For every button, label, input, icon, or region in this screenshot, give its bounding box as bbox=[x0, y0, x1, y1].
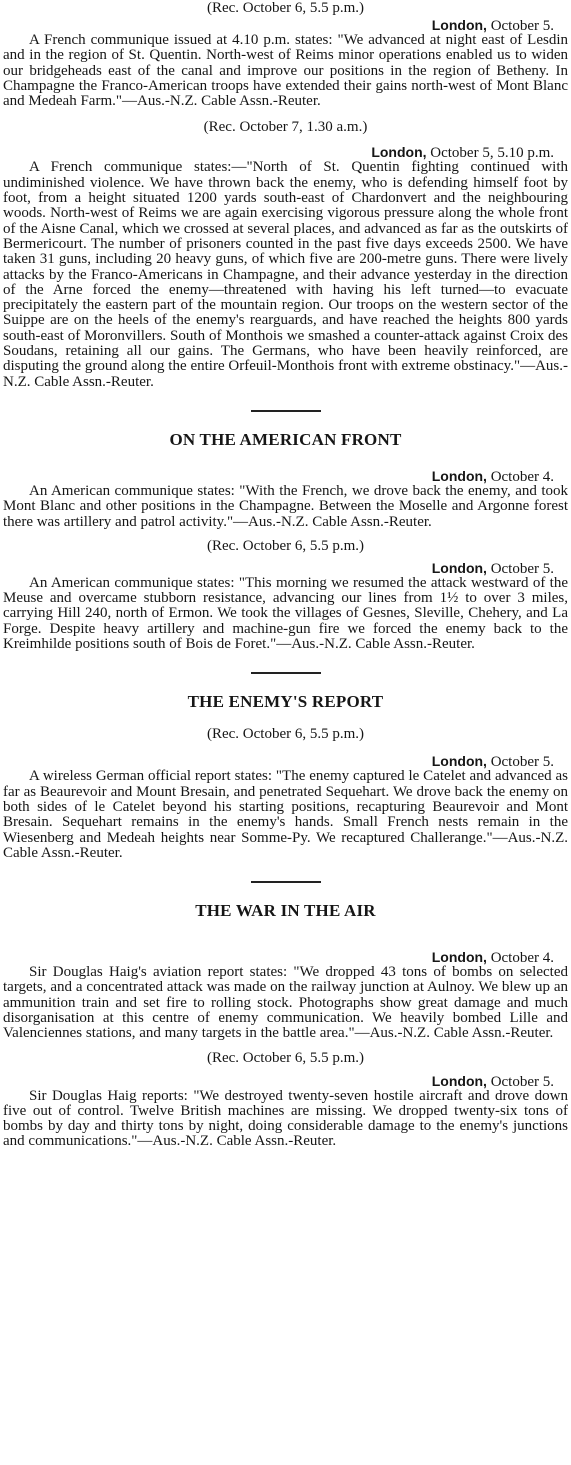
dateline-city: London, bbox=[371, 144, 427, 161]
received-line: (Rec. October 6, 5.5 p.m.) bbox=[206, 1049, 365, 1066]
section-divider bbox=[251, 672, 321, 674]
section-american-front bbox=[3, 430, 568, 652]
dispatch-text: Sir Douglas Haig reports: "We destroyed twenty-seven hostile aircraft and drove down five out of control. Twelve British machines are missing. We dropped twenty-six tons of bombs by day and thirty tons by night, doing considerable damage to the enemy's junctions and communications."—Aus.-N.Z. Cable Assn.-Reuter. bbox=[3, 1087, 568, 1150]
dispatch-text: Sir Douglas Haig's aviation report states: "We dropped 43 tons of bombs on selected targets, and a concentrated attack was made on the railway junction at Aulnoy. We blew up an ammunition train and set fire to rolling stock. Photographs show great damage and much disorganisation at this centre of enemy communication. We heavily bombed Lille and Valenciennes stations, and many targets in the battle area."—Aus.-N.Z. Cable Assn.-Reuter. bbox=[3, 964, 568, 1042]
dateline-city: London, bbox=[431, 559, 487, 576]
section-divider bbox=[251, 881, 321, 883]
section-heading: ON THE AMERICAN FRONT bbox=[169, 429, 402, 449]
received-line: (Rec. October 6, 5.5 p.m.) bbox=[206, 0, 365, 16]
dispatch-text: An American communique states: "This morning we resumed the attack westward of the Meuse and overcame stubborn resistance, advancing our lines from 1½ to over 3 miles, carrying Hill 240, north of Ermon. We took the villages of Gesnes, Sleville, Chehery, and La Forge. Despite heavy artillery and machine-gun fire we forced the enemy back to the Kreimhilde positions south of Bois de Foret."—Aus.-N.Z. Cable Assn.-Reuter. bbox=[3, 574, 568, 653]
dispatch-text: An American communique states: "With the French, we drove back the enemy, and took Mont Blanc and other positions in the Champagne. Between the Moselle and Argonne forest there was artillery and patrol activity."—Aus.-N.Z. Cable Assn.-Reuter. bbox=[3, 482, 568, 530]
dateline-city: London, bbox=[431, 1072, 487, 1089]
dateline bbox=[3, 468, 568, 484]
dateline-date: October 4. bbox=[490, 950, 554, 967]
dateline-date: October 5. bbox=[490, 18, 554, 34]
dispatch bbox=[3, 0, 568, 109]
dateline-date: October 5. bbox=[490, 1073, 554, 1090]
dateline-city: London, bbox=[431, 949, 487, 966]
dateline-date: October 5, 5.10 p.m. bbox=[430, 145, 554, 162]
dateline-date: October 5. bbox=[490, 560, 554, 577]
dateline bbox=[3, 1073, 568, 1089]
dateline bbox=[3, 753, 568, 769]
dispatch-text: A French communique states:—"North of St. Quentin fighting continued with undiminished violence. We have thrown back the enemy, who is defending himself foot by foot, from a height situated 1200 yards south-east of Chardonvert and the neighbouring woods. North-west of Reims we are again exercising vigorous pressure along the whole front of the Aisne Canal, which we crossed at several places, and advanced as far as the outskirts of Bermericourt. The number of prisoners counted in the past five days exceeds 2500. We have taken 31 guns, including 20 heavy guns, of which five are 200-metre guns. There were lively attacks by the Franco-Americans in Champagne, and their advance yesterday in the direction of the Arne forced the enemy—threatened with having his left turned—to evacuate precipitately the eastern part of the mountain region. Our troops on the western sector of the Suippe are on the heels of the enemy's rearguards, and have reached the heights 800 yards south-east of Moronvillers. South of Monthois we smashed a counter-attack against Croix des Soudans, retaining all our gains. The Germans, who have been heavily reinforced, are disputing the ground along the entire Orfeuil-Monthois front with extreme obstinacy."—Aus.-N.Z. Cable Assn.-Reuter. bbox=[3, 159, 568, 390]
received-line: (Rec. October 6, 5.5 p.m.) bbox=[206, 537, 365, 554]
section-heading: THE ENEMY'S REPORT bbox=[187, 692, 384, 712]
dateline-city: London, bbox=[431, 17, 487, 33]
dateline bbox=[3, 560, 568, 576]
dispatch bbox=[3, 119, 568, 389]
dateline-city: London, bbox=[431, 467, 487, 484]
received-line: (Rec. October 7, 1.30 a.m.) bbox=[203, 119, 368, 136]
dateline-date: October 5. bbox=[490, 754, 554, 771]
dispatch-text: A French communique issued at 4.10 p.m. states: "We advanced at night east of Lesdin and in the region of St. Quentin. North-west of Reims minor operations enabled us to widen our bridgeheads east of the canal and improve our positions in the region of Betheny. In Champagne the Franco-American troops have extended their gains north-west of Mont Blanc and Medeah Farm."—Aus.-N.Z. Cable Assn.-Reuter. bbox=[3, 32, 568, 110]
section-divider bbox=[251, 410, 321, 412]
dateline bbox=[3, 144, 568, 160]
dispatch-text: A wireless German official report states: "The enemy captured le Catelet and advanced as far as Beaurevoir and Mount Bresain, and penetrated Sequehart. We drove back the enemy on both sides of le Catelet beyond his starting positions, recapturing Beaurevoir and Mont Bresain. Sequehart remains in the enemy's hands. Small French nests remain in the Wiesenberg and Medeah heights near Somme-Py. We recaptured Challerange."—Aus.-N.Z. Cable Assn.-Reuter. bbox=[3, 768, 568, 861]
dateline-date: October 4. bbox=[490, 468, 554, 485]
dateline bbox=[3, 949, 568, 965]
section-heading: THE WAR IN THE AIR bbox=[195, 901, 376, 921]
section-war-in-air bbox=[3, 901, 568, 1150]
section-enemy-report bbox=[3, 692, 568, 861]
dateline bbox=[3, 17, 568, 33]
dateline-city: London, bbox=[431, 753, 487, 770]
received-line: (Rec. October 6, 5.5 p.m.) bbox=[206, 726, 365, 743]
